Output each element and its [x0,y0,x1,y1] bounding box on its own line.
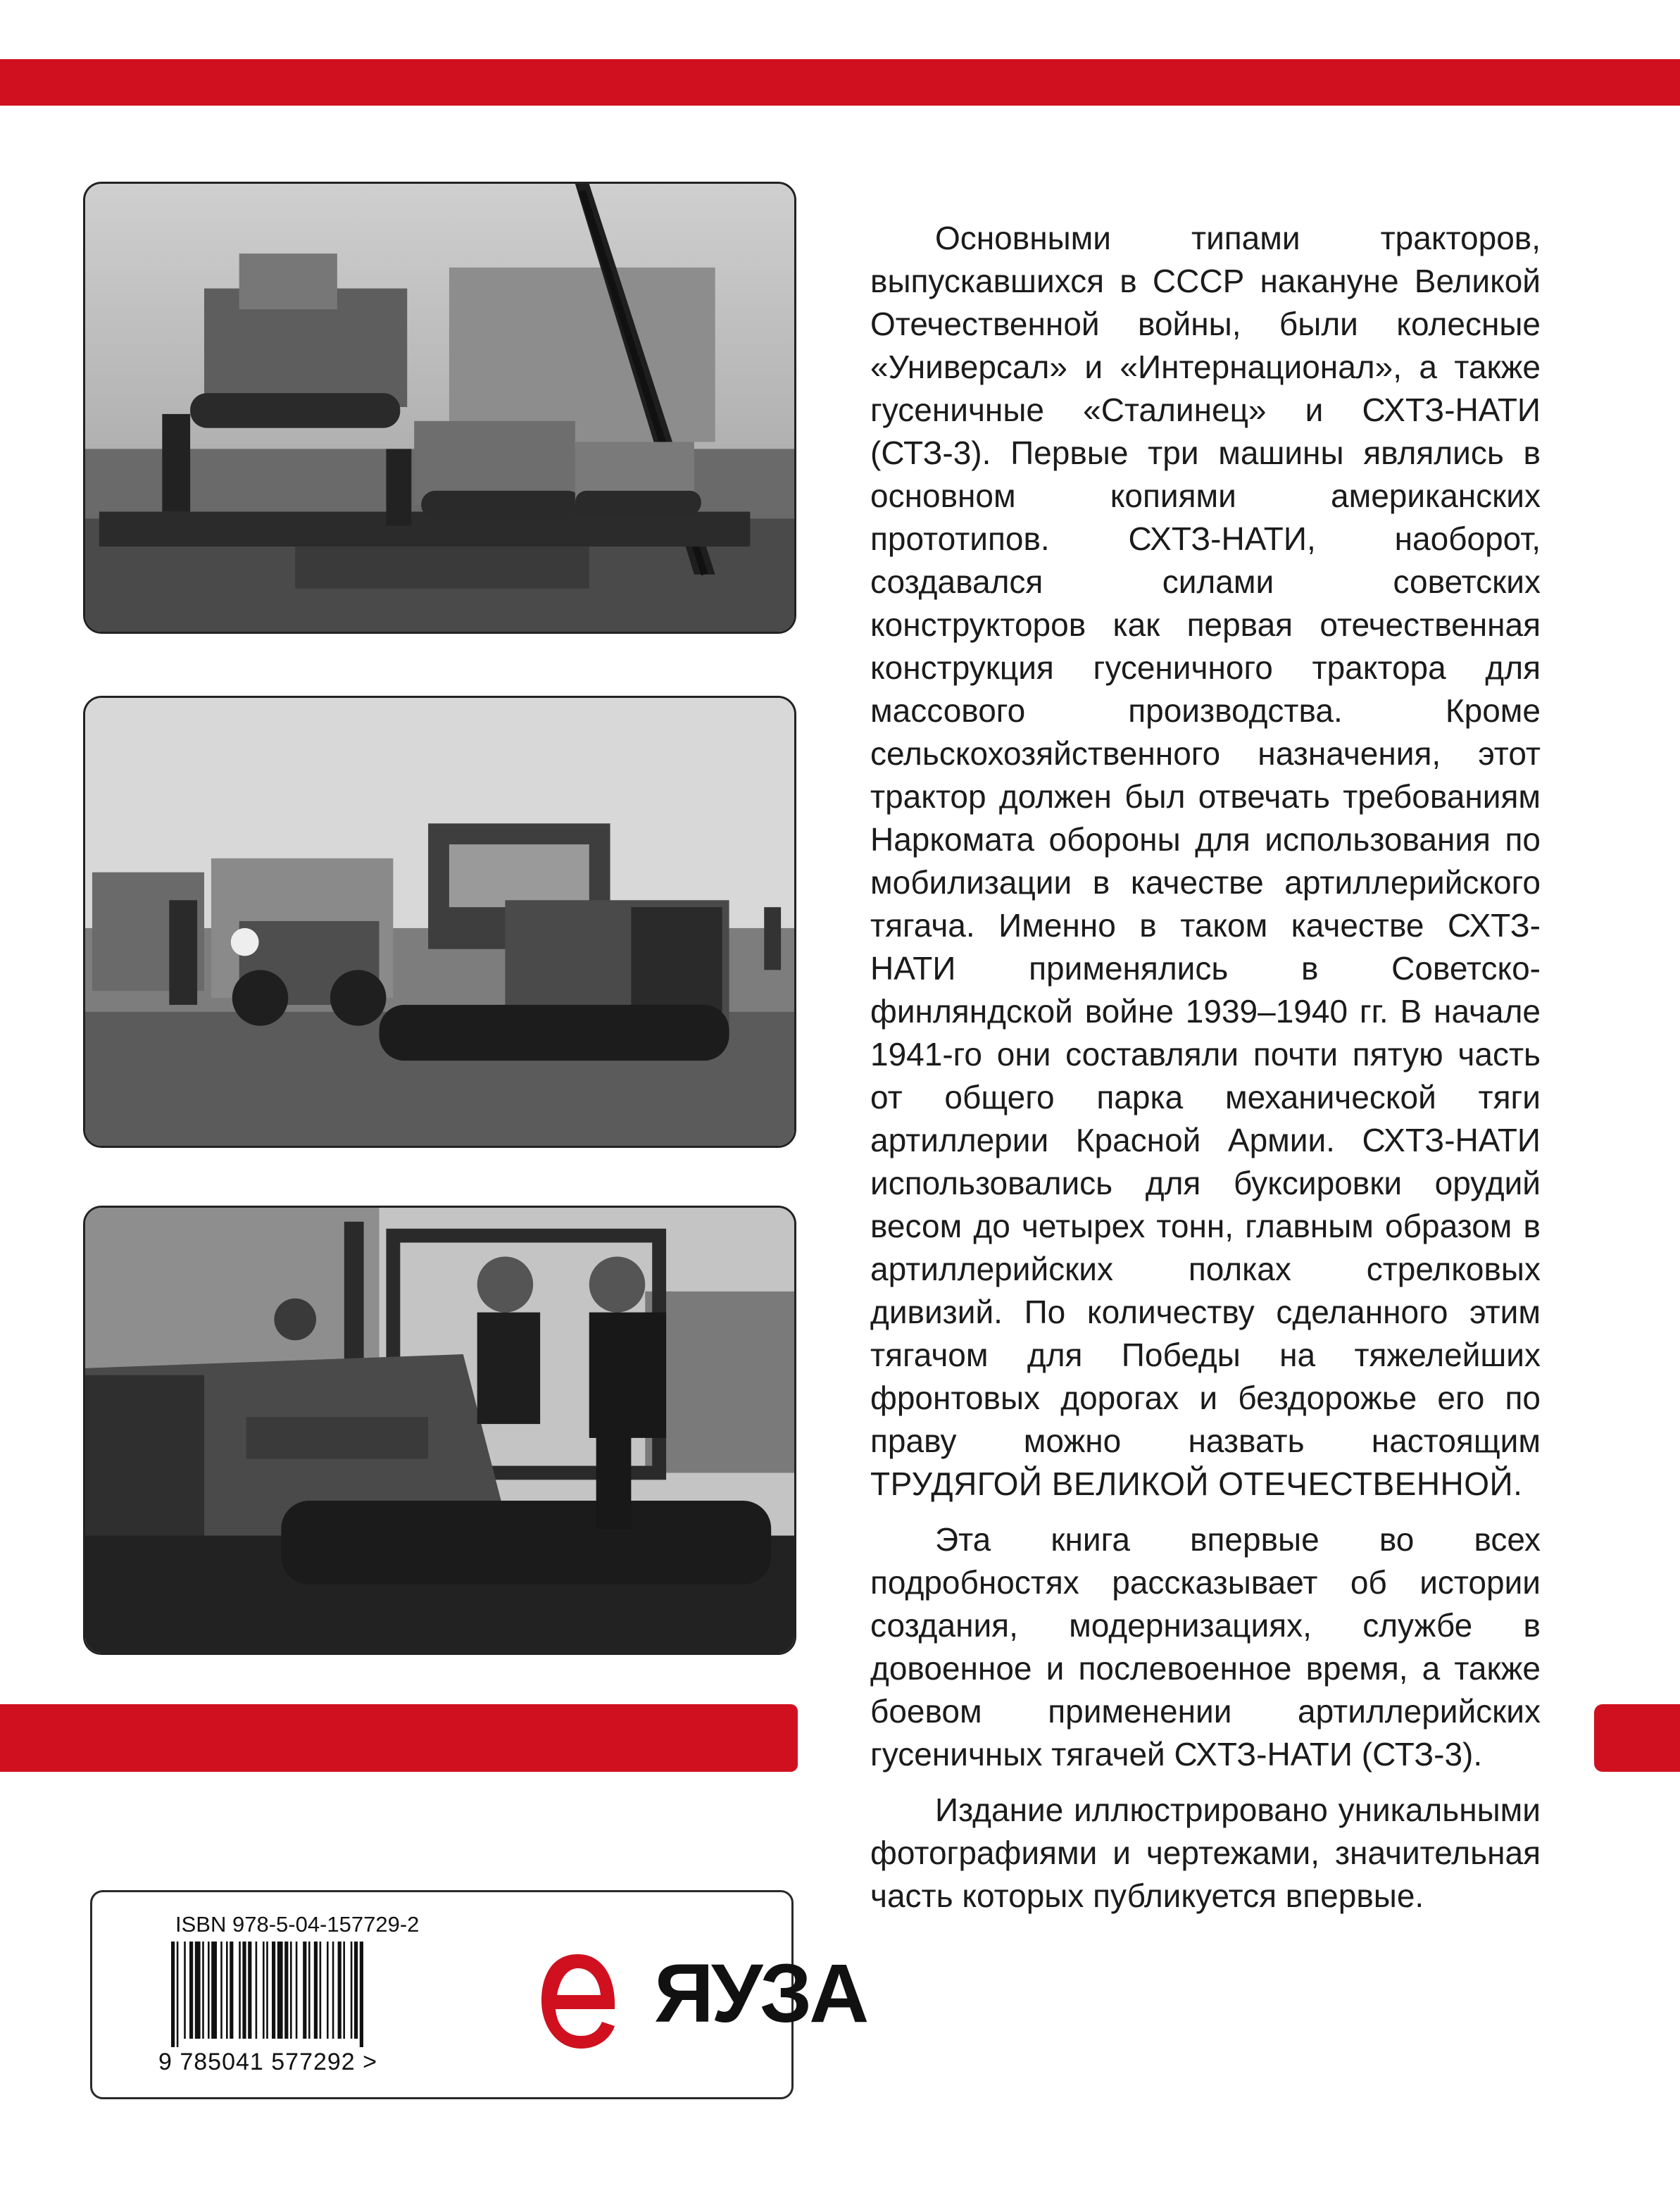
paragraph-1 [870,217,1541,1506]
barcode-bar [220,1942,222,2039]
top-red-band [0,59,1680,106]
isbn-label: ISBN 978-5-04-157729-2 [175,1912,420,1937]
paragraph-2: Эта книга впервые во всех подробностях рассказывает об истории создания, модернизациях, службе в довоенное и послевоенное время, а также боевом применении артиллерийских гусеничных тягачей СХТЗ-НАТИ (СТЗ-3). [870,1521,1541,1773]
barcode-bar [239,1942,241,2039]
barcode-bar [332,1942,334,2039]
barcode-bar [272,1942,275,2039]
photo-two-men-on-tractor-icon [83,1206,796,1655]
barcode-bar [189,1942,193,2039]
photo-tractors-on-railway-flatcars-icon [83,182,796,634]
middle-red-band-left [0,1704,798,1772]
barcode-bar [354,1942,358,2039]
eksmo-logo-icon [537,1949,619,2054]
barcode-bar [296,1942,298,2039]
barcode-bar [303,1942,306,2039]
barcode-icon [168,1942,471,2047]
yauza-logo [654,1946,867,2044]
barcode-digits: 9 785041 577292 > [158,2049,378,2075]
barcode-bar [314,1942,318,2039]
isbn-publisher-box [90,1890,867,2099]
barcode-bar [327,1942,329,2039]
barcode-bar [184,1942,186,2039]
barcode-bar [226,1942,228,2039]
barcode-bar [248,1942,251,2039]
barcode-bar [177,1942,179,2047]
middle-red-band-right [1594,1704,1680,1772]
barcode-bar [195,1942,201,2039]
barcode-bar [277,1942,283,2039]
barcode-bar [242,1942,246,2039]
barcode-bar [284,1942,288,2039]
paragraph-1-text: Основными типами тракторов, выпускавшихся в СССР накануне Великой Отечественной войны, были колесные «Универсал» и «Интернационал», а также гусеничные «Сталинец» и СХТЗ-НАТИ (СТЗ-3). Первые три машины являлись в основном копиями американских прототипов. СХТЗ-НАТИ, наоборот, создавался силами советских конструкторов как первая отечественная конструкция гусеничного трактора для массового производства. Кроме сельскохозяйственного назначения, этот трактор должен был отвечать требованиям Наркомата обороны для использования по мобилизации в качестве артиллерийского тягача. Именно в таком качестве СХТЗ-НАТИ применялись в Советско-финляндской войне 1939–1940 гг. В начале 1941-го они составляли почти пятую часть от общего парка механической тяги артиллерии Красной Армии. СХТЗ-НАТИ использовались для буксировки орудий весом до четырех тонн, главным образом в артиллерийских полках стрелковых дивизий. По количеству сделанного этим тягачом для Победы на тяжелейших фронтовых дорогах и бездорожье его по праву можно назвать настоящим [870,220,1541,1459]
barcode-bar [171,1942,175,2047]
barcode-bar [351,1942,353,2039]
barcode-bar [360,1942,363,2047]
barcode-bar [211,1942,217,2039]
paragraph-1-caps: ТРУДЯГОЙ ВЕЛИКОЙ ОТЕЧЕСТВЕННОЙ. [870,1465,1523,1502]
barcode-bar [290,1942,292,2039]
barcode-bar [266,1942,268,2039]
barcode-bar [308,1942,311,2039]
barcode-bar [256,1942,258,2039]
barcode-bar [338,1942,341,2039]
photo-tractor-towing-trucks-in-mud-icon [83,696,796,1148]
barcode-bar [208,1942,210,2039]
yauza-logo-text: ЯУЗА [654,1947,867,2040]
description-text [870,217,1541,1930]
barcode-bar [320,1942,322,2039]
barcode-bar [230,1942,233,2039]
barcode-bar [263,1942,265,2039]
barcode-bar [202,1942,204,2039]
barcode-bar [343,1942,345,2039]
paragraph-3: Издание иллюстрировано уникальными фотографиями и чертежами, значительная часть которых публикуется впервые. [870,1792,1541,1914]
